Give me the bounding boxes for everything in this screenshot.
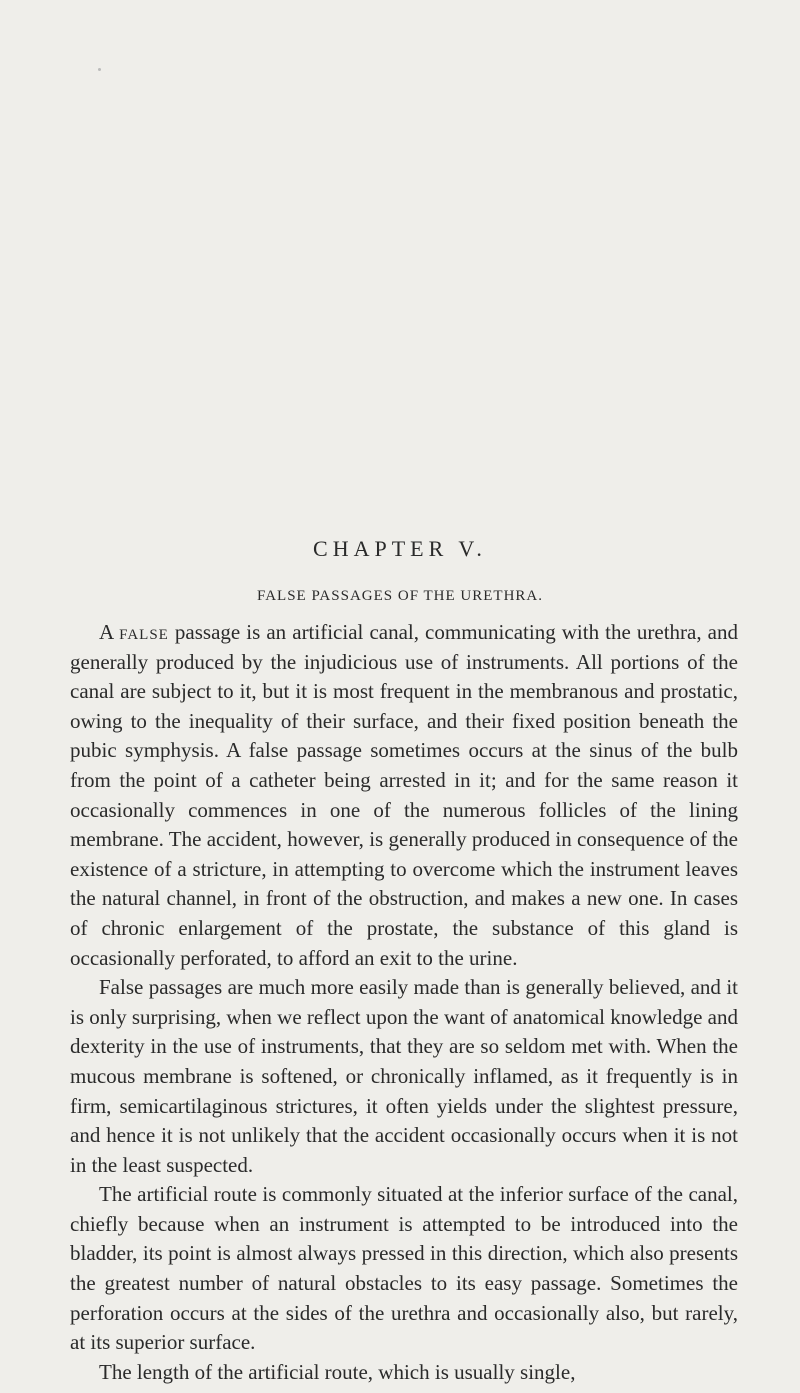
paragraph-4: The length of the artificial route, which is usually single, bbox=[99, 1359, 576, 1384]
paragraph-3: The artificial route is commonly situated at the inferior surface of the canal, chiefly because when an instrument is attempted to be introduced into the bladder, its point is almost always pressed in this direction, which also presents the greatest number of natural obstacles to its easy passage. Sometimes the perforation occurs at the sides of the urethra and occasionally also, but rarely, at its superior surface. bbox=[70, 1182, 738, 1355]
paragraph-2: False passages are much more easily made than is generally believed, and it is only surprising, when we reflect upon the want of anatomical knowledge and dexterity in the use of instruments, that they are so seldom met with. When the mucous membrane is softened, or chronically inflamed, as it frequently is in firm, semicartilaginous strictures, it often yields under the slightest pressure, and hence it is not unlikely that the accident occasionally occurs when it is not in the least suspected. bbox=[70, 975, 738, 1177]
paragraph-1 bbox=[70, 618, 738, 973]
page-speck bbox=[98, 68, 101, 71]
section-title: FALSE PASSAGES OF THE URETHRA. bbox=[256, 588, 544, 604]
body-text bbox=[70, 618, 738, 1387]
paragraph-1-lead: A bbox=[99, 620, 114, 644]
paragraph-1-text: passage is an artificial canal, communicating with the urethra, and generally produced by the injudicious use of instruments. All portions of the canal are subject to it, but it is most frequent in the membranous and prostatic, owing to the inequality of their surface, and their fixed position beneath the pubic symphysis. A false passage sometimes occurs at the sinus of the bulb from the point of a catheter being arrested in it; and for the same reason it occasionally commences in one of the numerous follicles of the lining membrane. The accident, however, is generally produced in consequence of the existence of a stricture, in attempting to overcome which the instrument leaves the natural channel, in front of the obstruction, and makes a new one. In cases of chronic enlargement of the prostate, the substance of this gland is occasionally perforated, to afford an exit to the urine. bbox=[70, 620, 738, 970]
paragraph-1-smallcaps: false bbox=[119, 620, 169, 644]
chapter-heading: CHAPTER V. bbox=[313, 536, 487, 561]
